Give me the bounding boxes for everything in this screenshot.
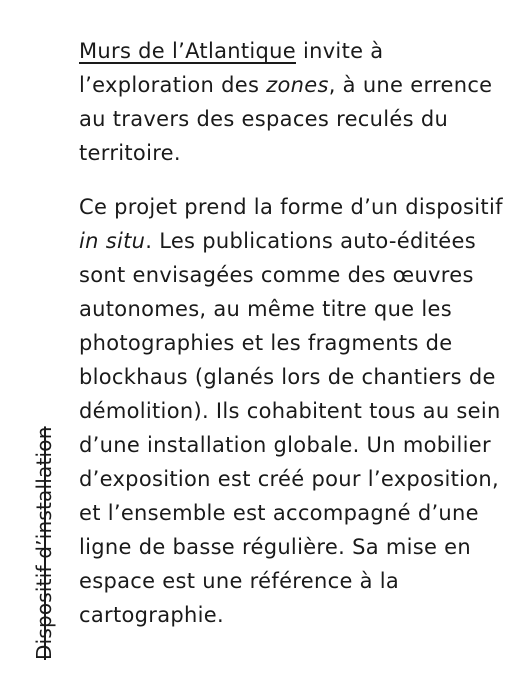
title-link[interactable]: Murs de l’Atlantique [79,39,296,63]
description-paragraph [79,190,519,632]
intro-text-a: invite à l’exploration des [79,39,384,97]
text-content [79,34,519,632]
description-text-a: Ce projet prend la forme d’un dispositif [79,195,503,219]
intro-emphasis: zones [266,73,329,97]
intro-paragraph [79,34,519,170]
intro-text-b: , à une errence au travers des espaces reculés du territoire. [79,73,493,165]
description-text-b: . Les publications auto-éditées sont envisagées comme des œuvres autonomes, au même titre que les photographies et les fragments de blockhaus (glanés lors de chantiers de démolition). Ils cohabitent tous au sein d’une installation globale. Un mobilier d’exposition est créé pour l’exposition, et l’ensemble est accompagné d’une ligne de basse régulière. Sa mise en espace est une référence à la cartographie. [79,229,501,627]
description-emphasis: in situ [79,229,146,253]
side-label: Dispositif d’installation [32,426,56,660]
